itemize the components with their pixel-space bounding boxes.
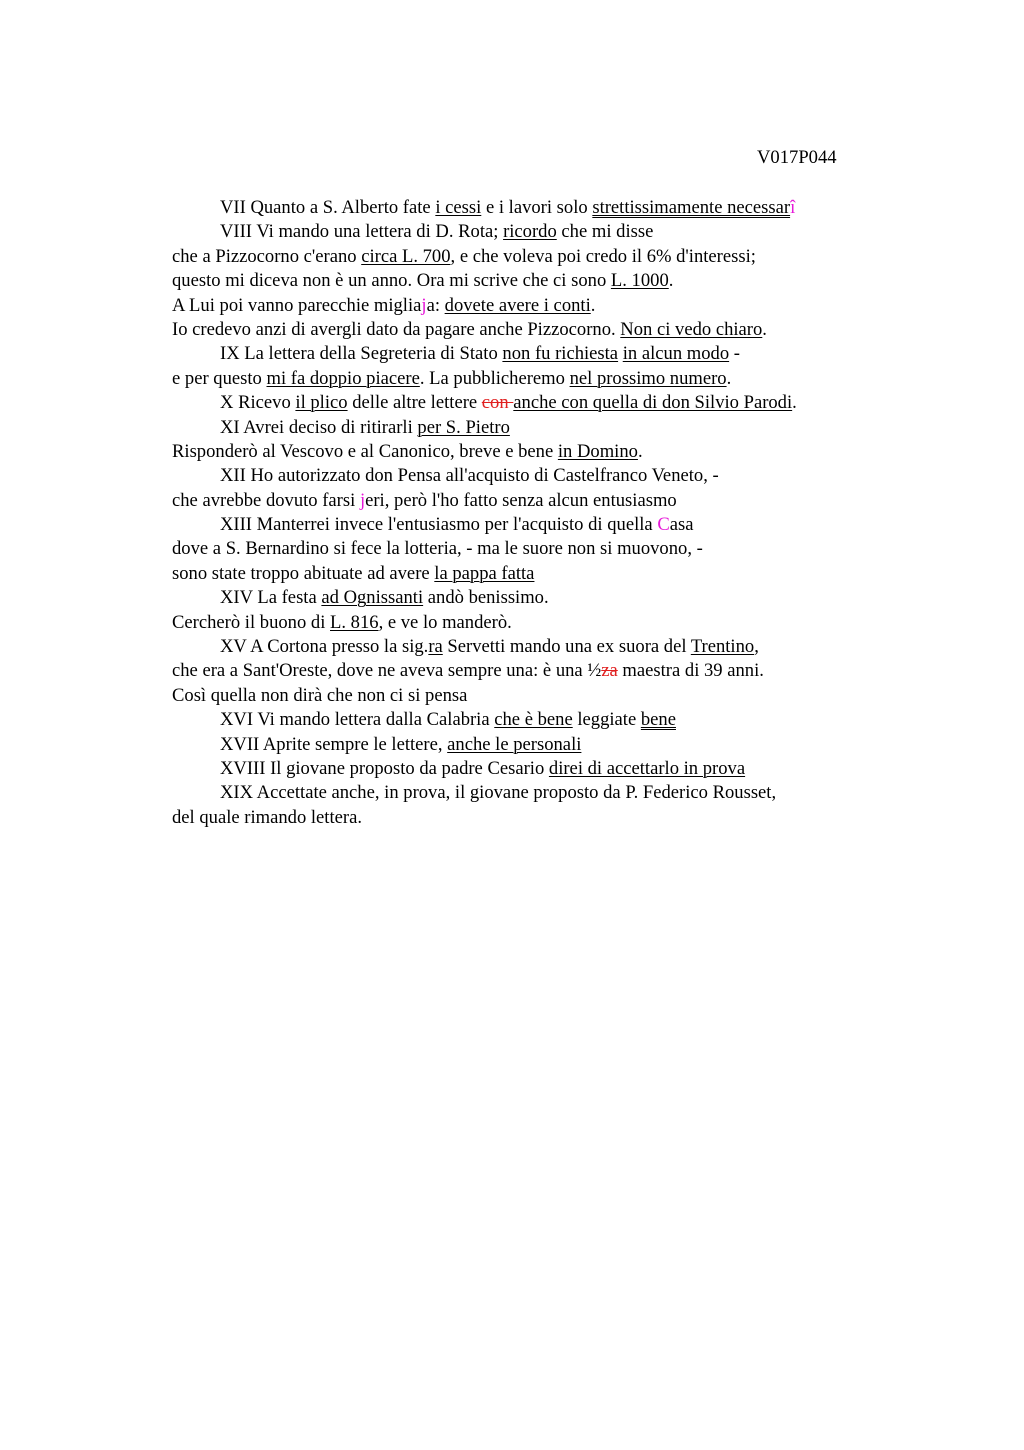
- text-line: [172, 489, 892, 513]
- letter-body: [172, 196, 892, 830]
- text-segment: sono state troppo abituate ad avere: [172, 562, 435, 584]
- text-line: [172, 562, 892, 586]
- text-segment: Così quella non dirà che non ci si pensa: [172, 684, 468, 706]
- text-line: [172, 611, 892, 635]
- text-segment: maestra di 39 anni.: [617, 660, 764, 682]
- text-line: [172, 781, 892, 805]
- text-line: [172, 708, 892, 732]
- text-segment: .: [637, 440, 643, 462]
- text-segment: XIII Manterrei invece l'entusiasmo per l'acquisto di quella: [220, 514, 658, 536]
- inserted-text: C: [657, 514, 670, 536]
- text-segment: .: [590, 294, 596, 316]
- underlined-text: in alcun modo: [622, 343, 730, 365]
- text-line: [172, 733, 892, 757]
- text-segment: Cercherò il buono di: [172, 611, 331, 633]
- text-line: [172, 342, 892, 366]
- inserted-text: j: [359, 489, 366, 511]
- double-underlined-text: bene: [640, 709, 676, 731]
- underlined-text: la pappa fatta: [434, 562, 535, 584]
- text-line: [172, 757, 892, 781]
- underlined-text: dovete avere i conti: [444, 294, 591, 316]
- text-segment: asa: [669, 514, 694, 536]
- text-segment: .: [668, 270, 674, 292]
- text-line: [172, 586, 892, 610]
- deleted-text: za: [601, 660, 618, 682]
- text-segment: VIII Vi mando una lettera di D. Rota;: [220, 221, 504, 243]
- text-segment: dove a S. Bernardino si fece la lotteria, - ma le suore non si muovono, -: [172, 538, 703, 560]
- underlined-text: nel prossimo numero: [569, 367, 727, 389]
- text-line: [172, 220, 892, 244]
- inserted-text: î: [790, 197, 796, 218]
- text-segment: .: [792, 392, 797, 414]
- text-segment: , e che voleva poi credo il 6% d'interessi;: [450, 245, 756, 267]
- underlined-text: il plico: [295, 392, 348, 414]
- text-segment: questo mi diceva non è un anno. Ora mi scrive che ci sono: [172, 270, 611, 292]
- text-segment: andò benissimo.: [423, 587, 549, 609]
- text-segment: Servetti mando una ex suora del: [442, 636, 691, 658]
- underlined-text: Non ci vedo chiaro: [620, 318, 763, 340]
- text-segment: XVII Aprite sempre le lettere,: [220, 733, 448, 755]
- text-line: [172, 537, 892, 561]
- underlined-text: L. 816: [330, 611, 379, 633]
- text-line: [172, 269, 892, 293]
- text-segment: XVI Vi mando lettera dalla Calabria: [220, 709, 495, 731]
- underlined-text: non fu richiesta: [502, 343, 619, 365]
- underlined-text: anche con quella di don Silvio Parodi: [513, 392, 793, 414]
- text-segment: XII Ho autorizzato don Pensa all'acquisto di Castelfranco Veneto, -: [220, 465, 719, 487]
- text-segment: -: [729, 343, 740, 365]
- text-segment: XI Avrei deciso di ritirarli: [220, 416, 418, 438]
- text-line: [172, 294, 892, 318]
- text-segment: VII Quanto a S. Alberto fate: [220, 197, 436, 218]
- text-segment: XIV La festa: [220, 587, 322, 609]
- text-segment: Io credevo anzi di avergli dato da pagare anche Pizzocorno.: [172, 318, 621, 340]
- text-segment: che mi disse: [556, 221, 654, 243]
- text-segment: a:: [426, 294, 445, 316]
- text-segment: delle altre lettere: [347, 392, 482, 414]
- text-line: [172, 806, 892, 830]
- text-segment: Risponderò al Vescovo e al Canonico, breve e bene: [172, 440, 558, 462]
- text-segment: .: [762, 318, 767, 340]
- underlined-text: direi di accettarlo in prova: [548, 757, 746, 779]
- text-line: [172, 245, 892, 269]
- underlined-text: per S. Pietro: [417, 416, 510, 438]
- underlined-text: che è bene: [494, 709, 573, 731]
- text-line: [172, 635, 892, 659]
- text-segment: che avrebbe dovuto farsi: [172, 489, 360, 511]
- underlined-text: ricordo: [503, 221, 557, 243]
- text-segment: eri, però l'ho fatto senza alcun entusiasmo: [365, 489, 677, 511]
- underlined-text: anche le personali: [447, 733, 582, 755]
- underlined-text: i cessi: [435, 197, 482, 218]
- underlined-text: ra: [428, 636, 443, 658]
- text-line: [172, 513, 892, 537]
- text-segment: XVIII Il giovane proposto da padre Cesario: [220, 757, 549, 779]
- text-segment: XV A Cortona presso la sig.: [220, 636, 429, 658]
- underlined-text: ad Ognissanti: [321, 587, 424, 609]
- text-line: [172, 440, 892, 464]
- text-line: [172, 416, 892, 440]
- text-segment: leggiate: [572, 709, 641, 731]
- inserted-text: j: [421, 294, 427, 316]
- deleted-text: con: [481, 392, 514, 414]
- text-segment: che a Pizzocorno c'erano: [172, 245, 362, 267]
- text-segment: . La pubblicheremo: [419, 367, 570, 389]
- double-underlined-text: strettissimamente necessar: [592, 197, 791, 218]
- underlined-text: Trentino: [690, 636, 755, 658]
- underlined-text: in Domino: [557, 440, 638, 462]
- text-segment: ,: [754, 636, 759, 658]
- text-segment: .: [726, 367, 732, 389]
- underlined-text: mi fa doppio piacere: [266, 367, 420, 389]
- text-segment: IX La lettera della Segreteria di Stato: [220, 343, 503, 365]
- text-segment: , e ve lo manderò.: [378, 611, 512, 633]
- text-line: [172, 367, 892, 391]
- underlined-text: L. 1000: [610, 270, 669, 292]
- text-segment: X Ricevo: [220, 392, 296, 414]
- text-line: [172, 464, 892, 488]
- text-line: [172, 684, 892, 708]
- text-segment: del quale rimando lettera.: [172, 806, 362, 828]
- page-identifier: V017P044: [757, 147, 837, 168]
- text-segment: XIX Accettate anche, in prova, il giovane proposto da P. Federico Rousset,: [220, 782, 777, 804]
- text-segment: A Lui poi vanno parecchie miglia: [172, 294, 422, 316]
- text-segment: che era a Sant'Oreste, dove ne aveva sempre una: è una ½: [172, 660, 602, 682]
- text-line: [172, 391, 892, 415]
- text-segment: e per questo: [172, 367, 267, 389]
- text-line: [172, 659, 892, 683]
- text-line: [172, 196, 892, 220]
- text-segment: e i lavori solo: [481, 197, 593, 218]
- text-line: [172, 318, 892, 342]
- underlined-text: circa L. 700: [361, 245, 451, 267]
